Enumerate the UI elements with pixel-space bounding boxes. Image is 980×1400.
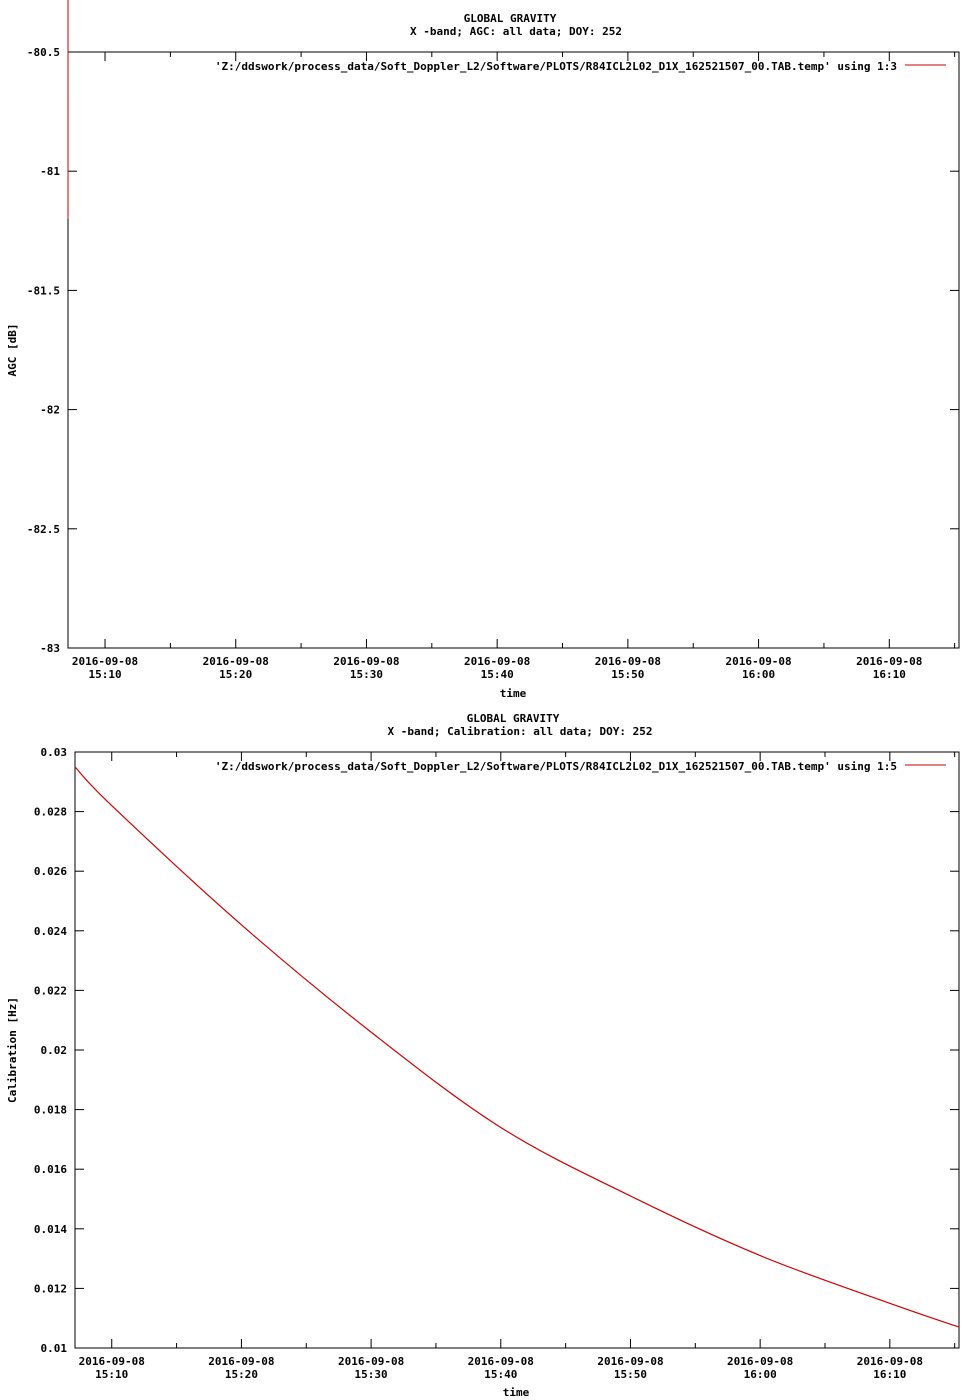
- agc-x-tick-date: 2016-09-08: [71, 655, 139, 668]
- agc-x-tick-time: 15:10: [88, 668, 122, 681]
- calibration-x-tick-date: 2016-09-08: [337, 1355, 405, 1368]
- agc-x-tick-time: 16:10: [872, 668, 906, 681]
- calibration-y-axis-label: Calibration [Hz]: [6, 997, 19, 1103]
- calibration-x-tick-date: 2016-09-08: [78, 1355, 145, 1368]
- calibration-plot-frame: [75, 752, 959, 1348]
- agc-x-tick-time: 15:20: [219, 668, 253, 681]
- agc-y-axis-label: AGC [dB]: [6, 323, 19, 377]
- calibration-y-tick-label: 0.02: [40, 1044, 67, 1057]
- calibration-x-tick-date: 2016-09-08: [597, 1355, 664, 1368]
- calibration-y-ticks: [34, 746, 959, 1355]
- calibration-series-line: [75, 767, 959, 1327]
- calibration-x-tick-time: 15:30: [354, 1368, 388, 1381]
- calibration-x-tick-time: 16:00: [743, 1368, 777, 1381]
- calibration-x-tick-date: 2016-09-08: [727, 1355, 794, 1368]
- calibration-x-tick-time: 15:40: [484, 1368, 518, 1381]
- calibration-x-tick-date: 2016-09-08: [856, 1355, 923, 1368]
- agc-x-tick-date: 2016-09-08: [333, 655, 400, 668]
- agc-legend: [215, 60, 946, 73]
- calibration-y-tick-label: 0.018: [33, 1103, 67, 1117]
- agc-x-tick-date: 2016-09-08: [725, 655, 792, 668]
- agc-chart-subtitle: X -band; AGC: all data; DOY: 252: [410, 25, 622, 38]
- calibration-chart-title: GLOBAL GRAVITY: [466, 712, 560, 725]
- calibration-legend-label: 'Z:/ddswork/process_data/Soft_Doppler_L2/Software/PLOTS/R84ICL2L02_D1X_162521507_00.TAB.temp' using 1:5: [214, 760, 897, 773]
- agc-x-tick-date: 2016-09-08: [594, 655, 661, 668]
- agc-y-tick-label: -80.5: [26, 46, 60, 59]
- agc-x-tick-date: 2016-09-08: [202, 655, 269, 668]
- calibration-y-tick-label: 0.024: [33, 924, 67, 938]
- calibration-y-tick-label: 0.014: [33, 1222, 67, 1236]
- calibration-legend: [215, 760, 946, 773]
- calibration-chart: [6, 712, 959, 1399]
- agc-x-tick-time: 15:50: [611, 668, 645, 681]
- agc-y-tick-label: -82: [40, 403, 60, 417]
- agc-x-tick-time: 16:00: [742, 668, 776, 681]
- calibration-x-tick-date: 2016-09-08: [208, 1355, 275, 1368]
- calibration-x-tick-time: 15:50: [613, 1368, 648, 1381]
- calibration-x-tick-time: 16:10: [873, 1368, 907, 1381]
- calibration-x-tick-time: 15:20: [224, 1368, 258, 1381]
- agc-x-axis-label: time: [499, 687, 527, 700]
- calibration-x-ticks: [79, 752, 955, 1381]
- agc-legend-label: 'Z:/ddswork/process_data/Soft_Doppler_L2/Software/PLOTS/R84ICL2L02_D1X_162521507_00.TAB.temp' using 1:3: [214, 60, 897, 73]
- calibration-x-axis-label: time: [502, 1386, 530, 1399]
- calibration-x-tick-date: 2016-09-08: [467, 1355, 534, 1368]
- calibration-y-tick-label: 0.022: [33, 984, 67, 998]
- agc-y-tick-label: -81: [40, 165, 60, 179]
- agc-x-tick-time: 15:30: [349, 668, 384, 681]
- calibration-y-tick-label: 0.028: [33, 805, 67, 819]
- calibration-y-tick-label: 0.03: [40, 746, 67, 759]
- calibration-y-tick-label: 0.016: [33, 1163, 67, 1177]
- agc-chart-title: GLOBAL GRAVITY: [463, 12, 557, 25]
- calibration-y-tick-label: 0.026: [33, 865, 67, 879]
- calibration-y-tick-label: 0.012: [33, 1282, 67, 1296]
- calibration-x-tick-time: 15:10: [95, 1368, 129, 1381]
- agc-plot-frame: [68, 52, 959, 648]
- calibration-chart-subtitle: X -band; Calibration: all data; DOY: 252: [387, 725, 653, 738]
- agc-y-ticks: [27, 46, 959, 655]
- agc-x-tick-time: 15:40: [480, 668, 514, 681]
- agc-x-tick-date: 2016-09-08: [464, 655, 531, 668]
- agc-y-tick-label: -82.5: [26, 522, 60, 536]
- calibration-y-tick-label: 0.01: [40, 1342, 67, 1355]
- agc-x-ticks: [72, 52, 955, 681]
- agc-x-tick-date: 2016-09-08: [856, 655, 923, 668]
- agc-y-tick-label: -81.5: [26, 284, 60, 298]
- agc-y-tick-label: -83: [40, 642, 60, 655]
- agc-chart: [6, 0, 959, 700]
